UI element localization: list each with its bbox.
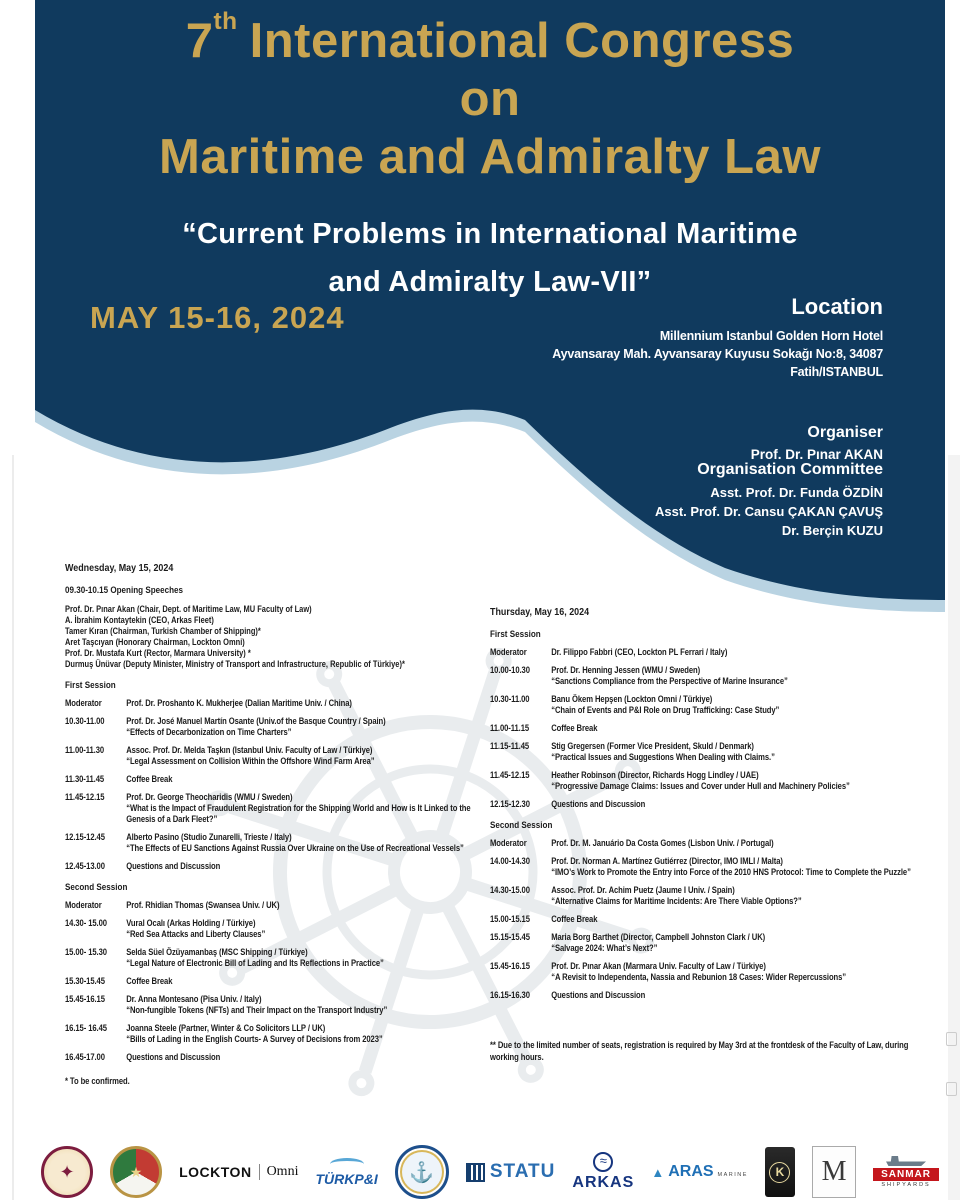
logo-label: ≈ ARKAS [572, 1174, 635, 1191]
schedule-row [65, 947, 473, 969]
speaker-name: Prof. Dr. Henning Jessen (WMU / Sweden) [551, 665, 701, 675]
committee-member: Dr. Berçin KUZU [781, 523, 883, 538]
poster-header [35, 0, 945, 620]
row-detail [551, 647, 915, 658]
speaker-name: Prof. Dr. Pınar Akan (Marmara Univ. Faculty of Law / Türkiye) [551, 961, 766, 971]
talk-title: “Red Sea Attacks and Liberty Clauses” [126, 929, 266, 939]
logo-label: ▲ ARAS [668, 1163, 714, 1180]
session-heading: Second Session [490, 820, 553, 831]
time-slot: 10.00-10.30 [490, 665, 530, 675]
time-slot: 16.45-17.00 [65, 1052, 105, 1062]
speaker-name: Heather Robinson (Director, Richards Hogg Lindley / UAE) [551, 770, 759, 780]
speaker-name: Prof. Dr. George Theocharidis (WMU / Sweden) [126, 792, 293, 802]
location-line: Millennium Istanbul Golden Horn Hotel [659, 329, 883, 343]
title-line-3: Maritime and Admiralty Law [159, 130, 821, 185]
title-line-1 [35, 4, 945, 70]
time-slot: 15.00- 15.30 [65, 947, 107, 957]
congress-dates: MAY 15-16, 2024 [90, 300, 345, 335]
time-slot: 12.45-13.00 [65, 861, 105, 871]
time-slot: 14.30-15.00 [490, 885, 530, 895]
time-slot: 16.15-16.30 [490, 990, 530, 1000]
schedule-row [65, 698, 473, 709]
speaker-name: Stig Gregersen (Former Vice President, Skuld / Denmark) [551, 741, 754, 751]
location-heading: Location [791, 294, 883, 319]
committee-member: Asst. Prof. Dr. Funda ÖZDİN [710, 485, 883, 500]
schedule-row [65, 918, 473, 940]
time-slot: 11.45-12.15 [65, 792, 105, 802]
time-slot: 10.30-11.00 [65, 716, 105, 726]
footnote: * To be confirmed. [65, 1076, 130, 1086]
time-slot: 15.30-15.45 [65, 976, 105, 986]
location-block [552, 294, 883, 381]
schedule-row [490, 770, 915, 792]
logo-sublabel: SHIPYARDS [881, 1182, 931, 1188]
time-slot: Moderator [490, 647, 527, 657]
row-detail [126, 994, 473, 1016]
speaker-name: Dr. Anna Montesano (Pisa Univ. / Italy) [126, 994, 262, 1004]
schedule-row [65, 774, 473, 785]
row-detail [126, 774, 473, 785]
talk-title: “Chain of Events and P&I Role on Drug Trafficking: Case Study” [551, 705, 780, 715]
schedule-row [490, 961, 915, 983]
talk-title: “Effects of Decarbonization on Time Charters” [126, 727, 292, 737]
schedule-row [490, 885, 915, 907]
session-heading: Second Session [65, 882, 128, 893]
title-ordinal: th [213, 7, 238, 35]
opening-speaker: Prof. Dr. Mustafa Kurt (Rector, Marmara University) * [65, 648, 251, 658]
opening-speaker: Tamer Kıran (Chairman, Turkish Chamber of Shipping)* [65, 626, 261, 636]
row-detail [126, 1023, 473, 1045]
title-number: 7 [185, 14, 214, 69]
speaker-name: Coffee Break [551, 723, 598, 733]
opening-speaker: Prof. Dr. Pınar Akan (Chair, Dept. of Maritime Law, MU Faculty of Law) [65, 604, 312, 614]
speaker-name: Alberto Pasino (Studio Zunarelli, Trieste / Italy) [126, 832, 292, 842]
opening-speaker: Durmuş Ünüvar (Deputy Minister, Ministry of Transport and Infrastructure, Republic of Türkiye)* [65, 659, 405, 669]
title-line-2: on [459, 72, 521, 127]
time-slot: 11.00-11.15 [490, 723, 530, 733]
talk-title: “What is the Impact of Fraudulent Registration for the Shipping World and How is It Linked to the Genesis of a Dark Fleet?” [126, 803, 471, 824]
row-detail [551, 990, 915, 1001]
speaker-name: Joanna Steele (Partner, Winter & Co Solicitors LLP / UK) [126, 1023, 326, 1033]
row-detail [126, 1052, 473, 1063]
turk-pi-logo [316, 1158, 378, 1187]
schedule-row [65, 900, 473, 911]
row-detail [551, 856, 915, 878]
logo-label: SANMAR [873, 1168, 939, 1181]
row-detail [126, 792, 473, 825]
row-detail [551, 723, 915, 734]
time-slot: 15.15-15.45 [490, 932, 530, 942]
talk-title: “Progressive Damage Claims: Issues and Cover under Hull and Machinery Policies” [551, 781, 850, 791]
schedule-day-2 [490, 556, 915, 1063]
opening-speaker: Aret Taşcıyan (Honorary Chairman, Lockton Omni) [65, 637, 245, 647]
speaker-name: Questions and Discussion [551, 990, 646, 1000]
talk-title: “Alternative Claims for Maritime Incidents: Are There Viable Options?” [551, 896, 802, 906]
committee-heading: Organisation Committee [697, 461, 883, 478]
time-slot: Moderator [65, 698, 102, 708]
row-detail [551, 694, 915, 716]
day-heading: Thursday, May 16, 2024 [490, 606, 590, 618]
sanmar-logo [873, 1156, 939, 1188]
speaker-name: Questions and Discussion [126, 861, 221, 871]
m-mark-logo [812, 1146, 856, 1198]
speaker-name: Questions and Discussion [126, 1052, 221, 1062]
schedule-row [490, 799, 915, 810]
row-detail [551, 770, 915, 792]
schedule-row [490, 838, 915, 849]
time-slot: 14.30- 15.00 [65, 918, 107, 928]
talk-title: “IMO’s Work to Promote the Entry into Force of the 2010 HNS Protocol: Time to Complete the Puzzle” [551, 867, 911, 877]
programme [35, 556, 945, 1144]
schedule-row [490, 990, 915, 1001]
speaker-name: Assoc. Prof. Dr. Melda Taşkın (Istanbul Univ. Faculty of Law / Türkiye) [126, 745, 373, 755]
schedule-row [65, 832, 473, 854]
logo-label: K [769, 1162, 790, 1183]
speaker-name: Coffee Break [551, 914, 598, 924]
row-detail [126, 861, 473, 872]
speaker-name: Banu Ökem Hepşen (Lockton Omni / Türkiye) [551, 694, 713, 704]
session-heading: First Session [490, 629, 541, 640]
speaker-name: Prof. Dr. M. Januário Da Costa Gomes (Lisbon Univ. / Portugal) [551, 838, 774, 848]
speaker-name: Prof. Rhidian Thomas (Swansea Univ. / UK) [126, 900, 280, 910]
schedule-row [65, 716, 473, 738]
speaker-name: Maria Borg Barthet (Director, Campbell Johnston Clark / UK) [551, 932, 766, 942]
background-artifact-line [12, 455, 14, 1200]
row-detail [551, 838, 915, 849]
time-slot: 15.00-15.15 [490, 914, 530, 924]
speaker-name: Coffee Break [126, 774, 173, 784]
row-detail [551, 961, 915, 983]
artifact-icon [946, 1082, 957, 1096]
row-detail [551, 932, 915, 954]
logo-label: STATU [489, 1161, 556, 1182]
time-slot: 15.45-16.15 [490, 961, 530, 971]
speaker-name: Dr. Filippo Fabbri (CEO, Lockton PL Ferrari / Italy) [551, 647, 728, 657]
row-detail [126, 745, 473, 767]
row-detail [126, 716, 473, 738]
crest-emblem-logo [110, 1146, 162, 1198]
opening-speaker: A. İbrahim Kontaytekin (CEO, Arkas Fleet) [65, 615, 214, 625]
schedule-row [65, 1023, 473, 1045]
time-slot: 10.30-11.00 [490, 694, 530, 704]
speaker-name: Prof. Dr. José Manuel Martín Osante (Univ.of the Basque Country / Spain) [126, 716, 386, 726]
talk-title: “Salvage 2024: What’s Next?” [551, 943, 658, 953]
chamber-of-shipping-logo [395, 1145, 449, 1199]
location-line: Fatih/ISTANBUL [790, 365, 883, 379]
statu-logo [466, 1161, 556, 1183]
schedule-row [65, 745, 473, 767]
schedule-row [65, 994, 473, 1016]
row-detail [551, 665, 915, 687]
day-heading: Wednesday, May 15, 2024 [65, 562, 174, 574]
talk-title: “Legal Assessment on Collision Within the Offshore Wind Farm Area” [126, 756, 375, 766]
opening-speeches-heading: 09.30-10.15 Opening Speeches [65, 585, 184, 596]
talk-title: “Legal Nature of Electronic Bill of Lading and Its Reflections in Practice” [126, 958, 384, 968]
schedule-row [490, 856, 915, 878]
logo-sublabel: Omni [259, 1164, 299, 1180]
schedule-row [490, 647, 915, 658]
title-line-1-text: International Congress [249, 14, 795, 69]
congress-title [35, 0, 945, 186]
subtitle-line-2: and Admiralty Law-VII” [328, 266, 652, 299]
row-detail [551, 885, 915, 907]
time-slot: 11.15-11.45 [490, 741, 530, 751]
schedule-row [65, 792, 473, 825]
talk-title: “A Revisit to Independenta, Nassia and Rebunion 18 Cases: Wider Repercussions” [551, 972, 847, 982]
organiser-heading: Organiser [807, 424, 883, 441]
schedule-row [65, 1052, 473, 1063]
row-detail [126, 947, 473, 969]
speaker-name: Vural Ocalı (Arkas Holding / Türkiye) [126, 918, 256, 928]
logo-sublabel: MARINE [717, 1172, 748, 1178]
talk-title: “Practical Issues and Suggestions When Dealing with Claims.” [551, 752, 775, 762]
congress-subtitle [35, 210, 945, 306]
time-slot: 12.15-12.45 [65, 832, 105, 842]
talk-title: “Non-fungible Tokens (NFTs) and Their Impact on the Transport Industry” [126, 1005, 388, 1015]
row-detail [551, 741, 915, 763]
lockton-omni-logo [179, 1164, 298, 1180]
schedule-row [490, 932, 915, 954]
speaker-name: Prof. Dr. Proshanto K. Mukherjee (Dalian Maritime Univ. / China) [126, 698, 352, 708]
schedule-row [65, 861, 473, 872]
row-detail [126, 698, 473, 709]
time-slot: 11.30-11.45 [65, 774, 105, 784]
talk-title: “Sanctions Compliance from the Perspective of Marine Insurance” [551, 676, 788, 686]
time-slot: 11.45-12.15 [490, 770, 530, 780]
speaker-name: Assoc. Prof. Dr. Achim Puetz (Jaume I Univ. / Spain) [551, 885, 735, 895]
schedule-day-1 [65, 556, 473, 1087]
row-detail [126, 976, 473, 987]
marmara-university-logo [41, 1146, 93, 1198]
time-slot: 16.15- 16.45 [65, 1023, 107, 1033]
row-detail [126, 918, 473, 940]
talk-title: “The Effects of EU Sanctions Against Russia Over Ukraine on the Use of Recreational Vessels” [126, 843, 464, 853]
session-heading: First Session [65, 680, 116, 691]
logo-label: M [821, 1156, 847, 1187]
artifact-icon [946, 1032, 957, 1046]
sponsor-logo-strip [35, 1144, 945, 1200]
background-artifact-icons [946, 1032, 957, 1096]
time-slot: 14.00-14.30 [490, 856, 530, 866]
k-mark-logo [765, 1147, 795, 1197]
row-detail [551, 799, 915, 810]
row-detail [551, 914, 915, 925]
row-detail [126, 832, 473, 854]
schedule-row [65, 976, 473, 987]
time-slot: 12.15-12.30 [490, 799, 530, 809]
footnote: ** Due to the limited number of seats, registration is required by May 3rd at the frontdesk of the Faculty of Law, during working hours. [490, 1040, 909, 1062]
speaker-name: Coffee Break [126, 976, 173, 986]
speaker-name: Prof. Dr. Norman A. Martínez Gutiérrez (Director, IMO IMLI / Malta) [551, 856, 783, 866]
time-slot: 11.00-11.30 [65, 745, 105, 755]
arkas-logo [572, 1152, 634, 1192]
schedule-row [490, 914, 915, 925]
schedule-row [490, 694, 915, 716]
committee-member: Asst. Prof. Dr. Cansu ÇAKAN ÇAVUŞ [654, 504, 883, 519]
schedule-row [490, 741, 915, 763]
speaker-name: Selda Süel Özüyamanbaş (MSC Shipping / Türkiye) [126, 947, 308, 957]
logo-label: TÜRKP&I [315, 1170, 378, 1187]
logo-label: LOCKTON [179, 1164, 252, 1180]
speaker-name: Questions and Discussion [551, 799, 646, 809]
time-slot: Moderator [65, 900, 102, 910]
time-slot: 15.45-16.15 [65, 994, 105, 1004]
schedule-row [490, 723, 915, 734]
talk-title: “Bills of Lading in the English Courts- A Survey of Decisions from 2023” [126, 1034, 383, 1044]
schedule-row [490, 665, 915, 687]
aras-logo [651, 1163, 748, 1181]
time-slot: Moderator [490, 838, 527, 848]
subtitle-line-1: “Current Problems in International Maritime [182, 218, 798, 251]
row-detail [126, 900, 473, 911]
location-line: Ayvansaray Mah. Ayvansaray Kuyusu Sokağı No:8, 34087 [552, 347, 883, 361]
organiser-name: Prof. Dr. Pınar AKAN [750, 447, 883, 462]
